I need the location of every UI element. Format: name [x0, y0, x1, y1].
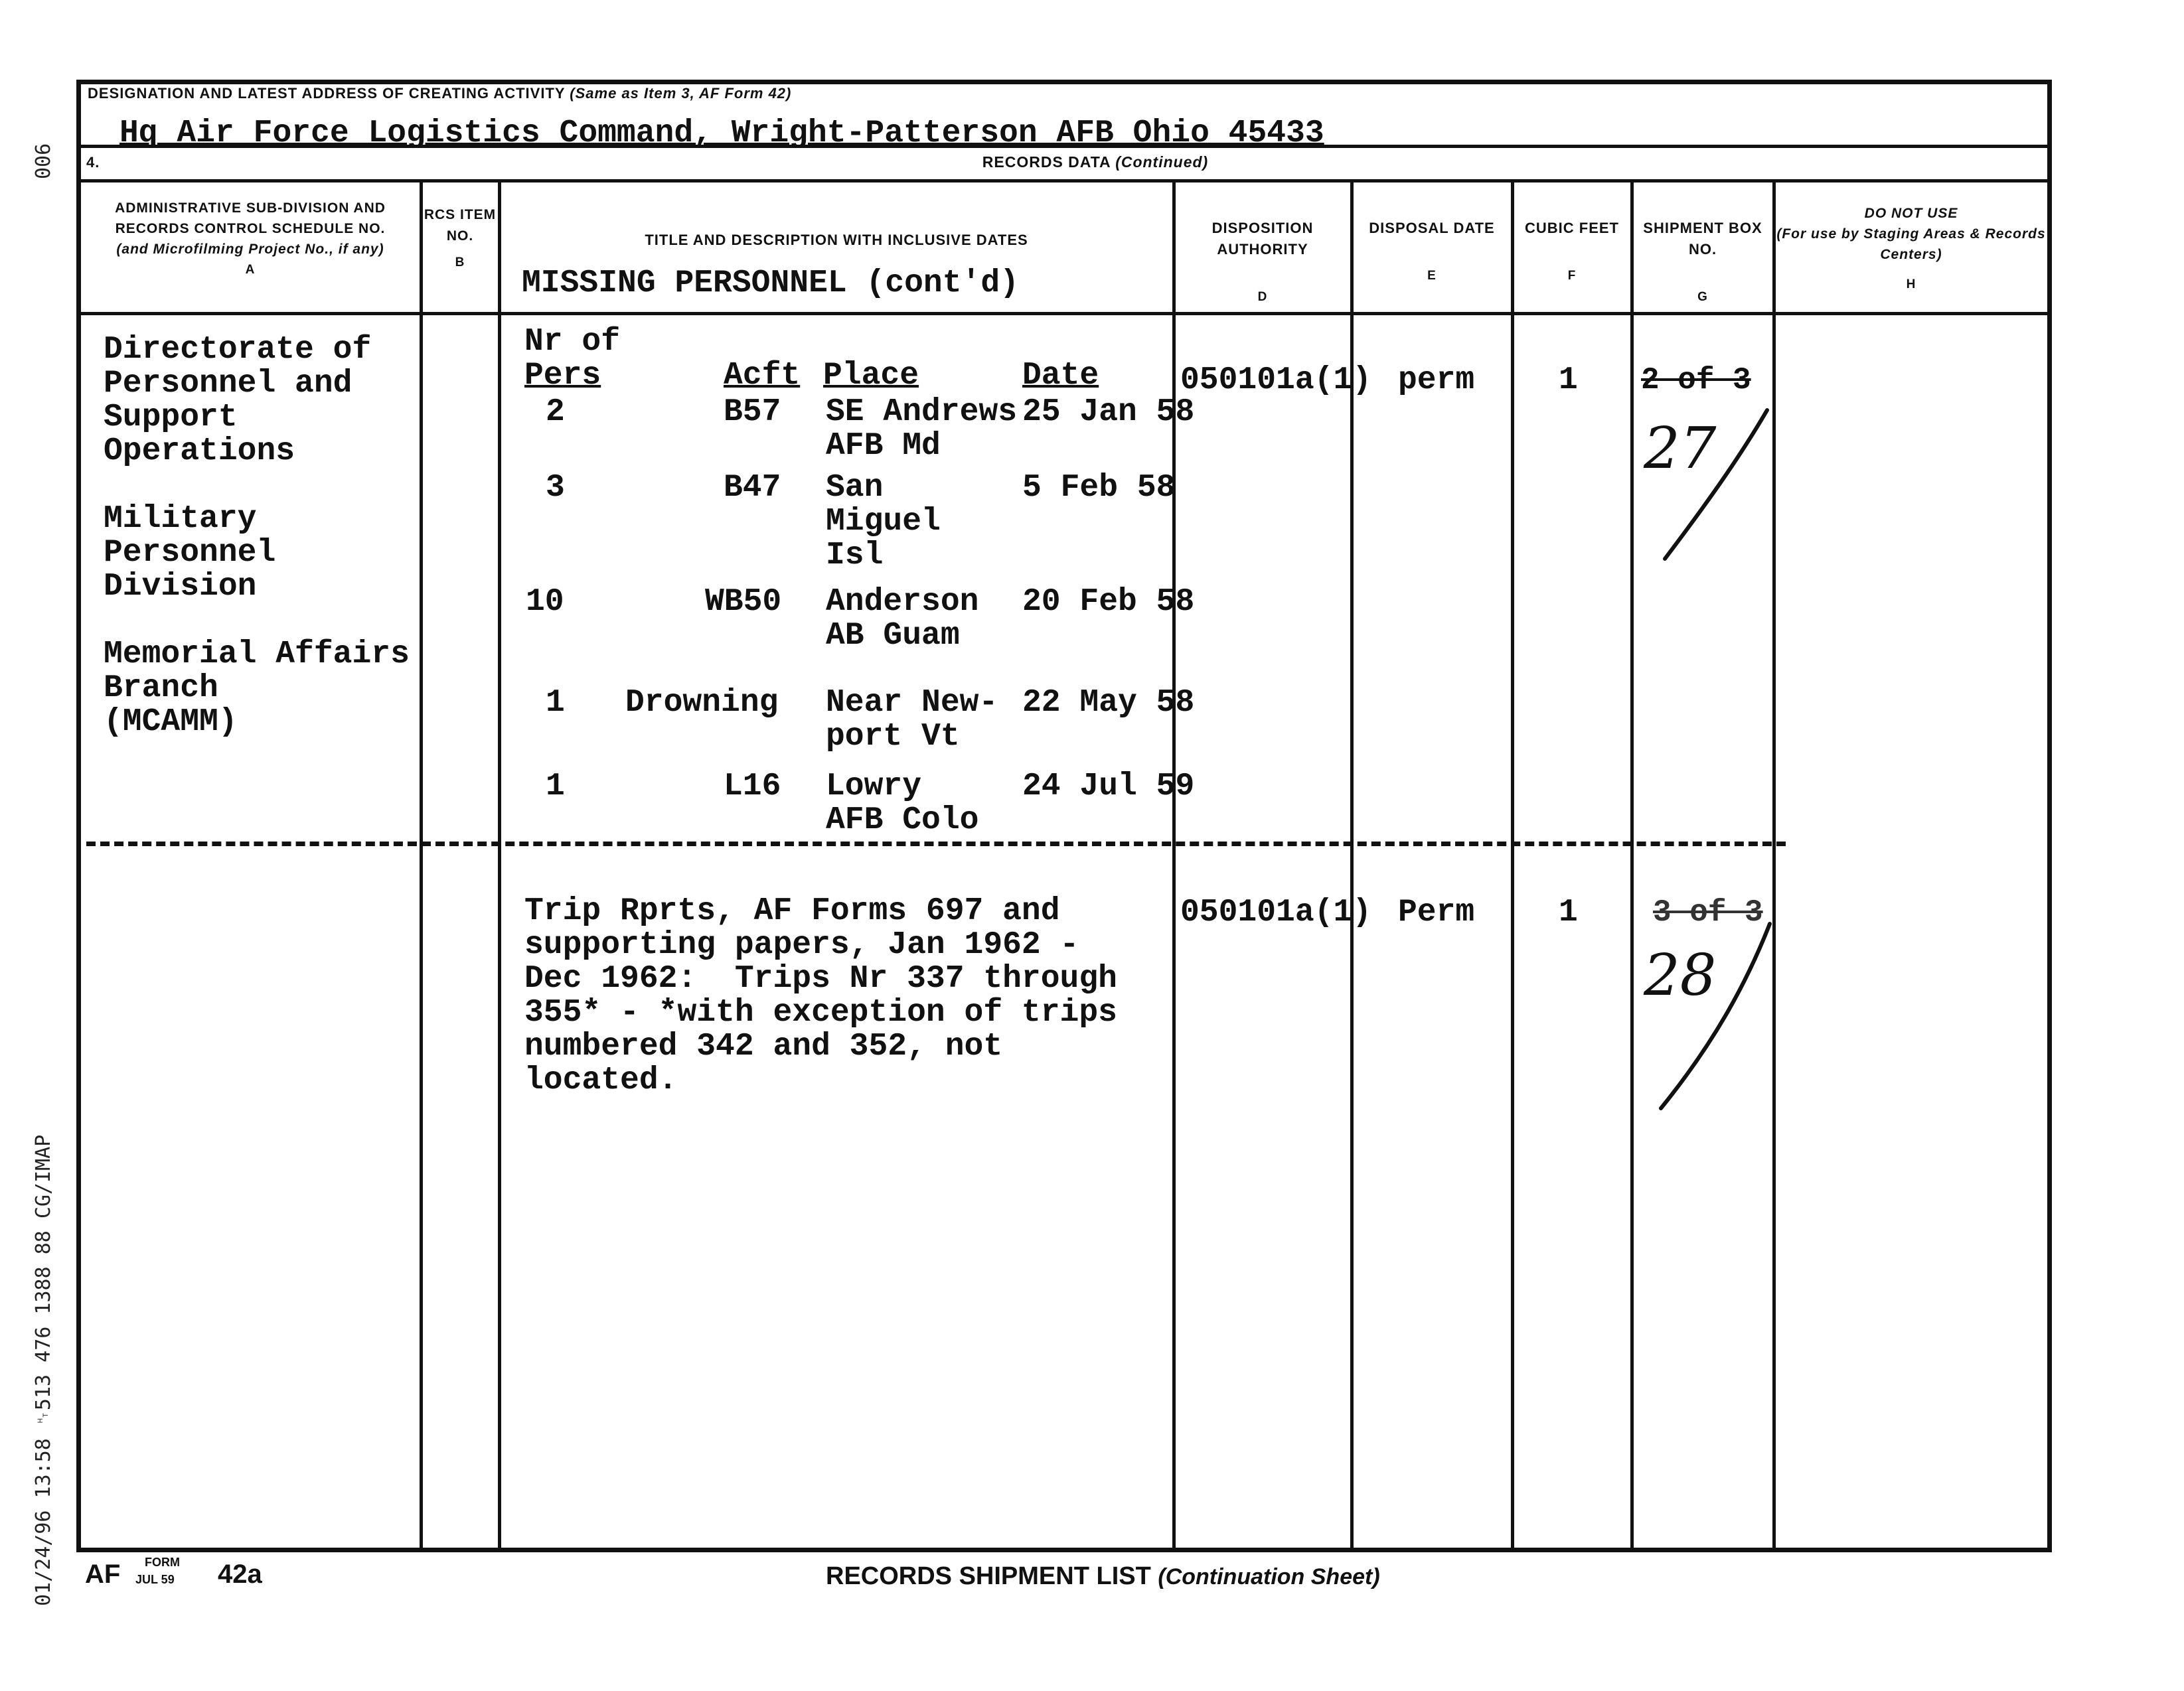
fax-header-line: 01/24/96 13:58 ␉513 476 1388 88 CG/IMAP [32, 1134, 55, 1606]
table-row-4-pers: 1 [546, 685, 565, 721]
disposition-authority-1: 050101a(1) [1180, 362, 1372, 398]
table-row-5-acft: L16 [724, 769, 781, 804]
col-b-header: RCS ITEM NO. B [424, 207, 497, 269]
designation-label: DESIGNATION AND LATEST ADDRESS OF CREATING ACTIVITY (Same as Item 3, AF Form 42) [88, 85, 792, 102]
box-number-struck-1: 2 of 3 [1641, 363, 1751, 398]
box-number-handwritten-2: 28 [1644, 942, 1717, 1009]
col-d-header: DISPOSITION AUTHORITY D [1211, 220, 1314, 304]
table-row-1-acft: B57 [724, 394, 781, 430]
table-row-5-date: 24 Jul 59 [1022, 769, 1195, 804]
handwritten-slash-2 [1646, 919, 1779, 1118]
table-row-1-place: SE Andrews AFB Md [826, 394, 1018, 464]
table-row-4-acft: Drowning [625, 685, 779, 721]
table-row-3-acft: WB50 [705, 584, 782, 620]
records-data-label: RECORDS DATA (Continued) [982, 153, 1209, 171]
table-row-2-place: San Miguel Isl [826, 470, 941, 573]
item-number: 4. [86, 154, 100, 171]
box-number-struck-2: 3 of 3 [1653, 895, 1763, 930]
disposal-date-1: perm [1398, 362, 1475, 398]
col-e-header: DISPOSAL DATE E [1369, 220, 1495, 283]
disposal-date-2: Perm [1398, 895, 1475, 930]
table-row-2-date: 5 Feb 58 [1022, 470, 1176, 506]
box-number-handwritten-1: 27 [1644, 415, 1717, 482]
disposition-authority-2: 050101a(1) [1180, 895, 1372, 930]
date-heading: Date [1022, 358, 1099, 394]
col-h-header: DO NOT USE (For use by Staging Areas & Records Centers) H [1776, 206, 2046, 291]
subdivision-text: Directorate of Personnel and Support Operations Military Personnel Division Memorial Affairs Branch (MCAMM) [104, 332, 410, 740]
place-heading: Place [823, 358, 919, 394]
handwritten-slash-1 [1646, 405, 1779, 564]
col-a-header: ADMINISTRATIVE SUB-DIVISION AND RECORDS CONTROL SCHEDULE NO. (and Microfilming Project No., if any) A [115, 200, 386, 277]
nr-of-label: Nr of [524, 324, 621, 360]
fax-page-number: 006 [32, 143, 55, 179]
trip-reports-description: Trip Rprts, AF Forms 697 and supporting papers, Jan 1962 - Dec 1962: Trips Nr 337 through 355* - *with exception of trips numbered 342 and 352, not located. [524, 893, 1117, 1098]
col-c-header: TITLE AND DESCRIPTION WITH INCLUSIVE DATES [645, 232, 1028, 248]
table-row-5-place: Lowry AFB Colo [826, 769, 979, 838]
col-g-header: SHIPMENT BOX NO. G [1643, 220, 1762, 304]
table-row-4-date: 22 May 58 [1022, 685, 1195, 721]
section-title: MISSING PERSONNEL (cont'd) [522, 265, 1019, 301]
creating-activity: Hq Air Force Logistics Command, Wright-Patterson AFB Ohio 45433 [119, 115, 1324, 151]
section-separator [86, 842, 1786, 846]
form-title: RECORDS SHIPMENT LIST (Continuation Sheet) [826, 1562, 1380, 1590]
table-row-3-place: Anderson AB Guam [826, 584, 979, 654]
cubic-feet-2: 1 [1559, 895, 1578, 930]
table-row-2-pers: 3 [546, 470, 565, 506]
table-row-3-date: 20 Feb 58 [1022, 584, 1195, 620]
table-row-1-pers: 2 [546, 394, 565, 430]
table-row-1-date: 25 Jan 58 [1022, 394, 1195, 430]
table-row-3-pers: 10 [526, 584, 564, 620]
table-row-2-acft: B47 [724, 470, 781, 506]
col-f-header: CUBIC FEET F [1525, 220, 1619, 283]
table-row-5-pers: 1 [546, 769, 565, 804]
table-row-4-place: Near New- port Vt [826, 685, 998, 755]
pers-heading: Pers [524, 358, 601, 394]
cubic-feet-1: 1 [1559, 362, 1578, 398]
acft-heading: Acft [724, 358, 801, 394]
